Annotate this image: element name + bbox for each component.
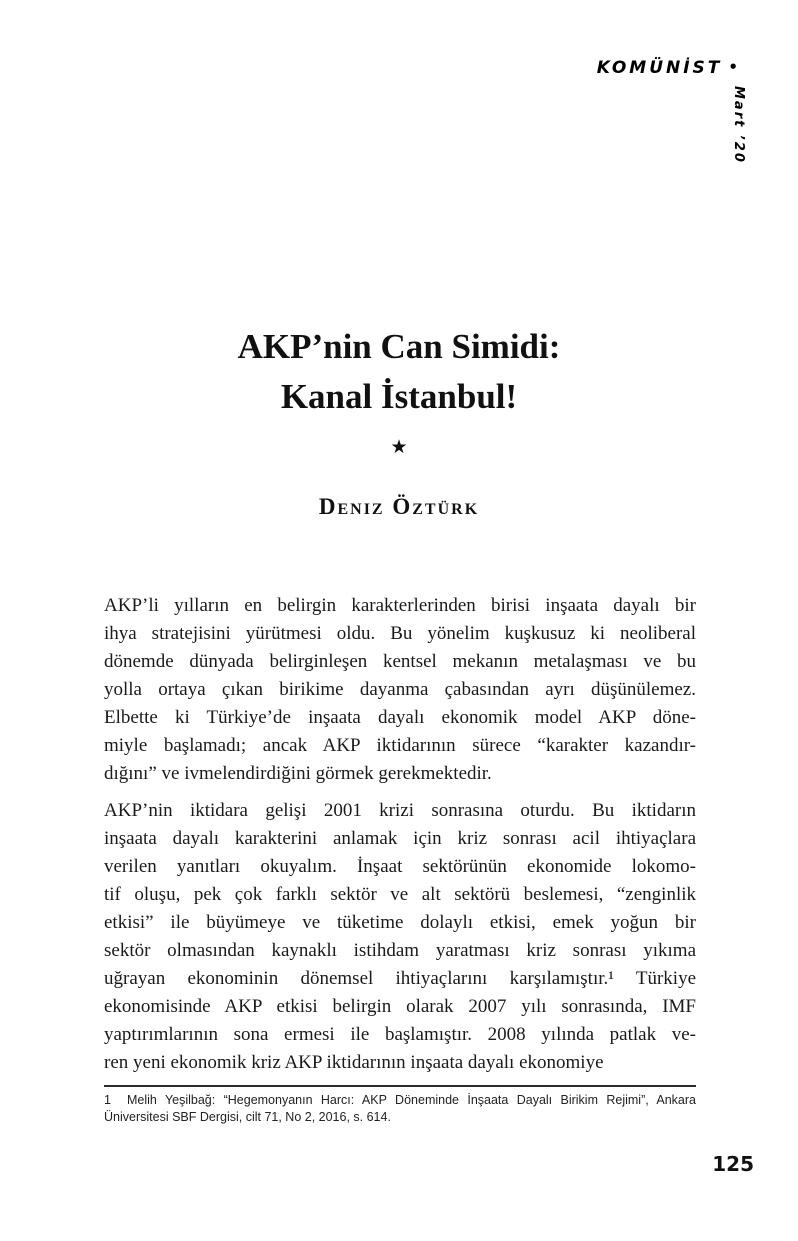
body-line: tif oluşu, pek çok farklı sektör ve alt sektörü beslemesi, “zenginlik — [104, 884, 696, 905]
body-line: miyle başlamadı; ancak AKP iktidarının sürece “karakter kazandır- — [104, 735, 696, 756]
article-title-line-1: AKP’nin Can Simidi: — [237, 327, 561, 366]
body-line: yaptırımlarının sona ermesi ile başlamıştır. 2008 yılında patlak ve- — [104, 1024, 696, 1045]
body-line: sektör olmasından kaynaklı istihdam yaratması kriz sonrası yıkıma — [104, 940, 696, 961]
body-line: ren yeni ekonomik kriz AKP iktidarının inşaata dayalı ekonomiye — [104, 1052, 604, 1073]
body-line: yolla ortaya çıkan birikime dayanma çabasından ayrı düşünülemez. — [104, 679, 696, 700]
page-number: 125 — [712, 1152, 754, 1176]
body-line: AKP’li yılların en belirgin karakterlerinden birisi inşaata dayalı bir — [104, 595, 696, 616]
star-divider-icon: ★ — [390, 437, 408, 458]
article-body — [104, 592, 696, 1077]
footnote — [104, 1085, 696, 1126]
issue-date-vertical: Mart ’20 — [731, 86, 746, 164]
article-title — [0, 322, 798, 422]
body-line: inşaata dayalı karakterini anlamak için kriz sonrası acil ihtiyaçlara — [104, 828, 696, 849]
body-line: verilen yanıtları okuyalım. İnşaat sektörünün ekonomide lokomo- — [104, 856, 696, 877]
journal-title: KOMÜNİST — [596, 58, 723, 78]
body-line: ihya stratejisini yürütmesi oldu. Bu yönelim kuşkusuz ki neoliberal — [104, 623, 696, 644]
body-line: dığını” ve ivmelendirdiğini görmek gerekmektedir. — [104, 763, 492, 784]
body-line: dönemde dünyada belirginleşen kentsel mekanın metalaşması ve bu — [104, 651, 696, 672]
body-line: etkisi” ile büyümeye ve tüketime dolaylı etkisi, emek yoğun bir — [104, 912, 696, 933]
body-line: AKP’nin iktidara gelişi 2001 krizi sonrasına oturdu. Bu iktidarın — [104, 800, 696, 821]
author-name: Deniz Öztürk — [318, 494, 480, 519]
article-title-line-2: Kanal İstanbul! — [280, 377, 518, 416]
footnote-text: Melih Yeşilbağ: “Hegemonyanın Harcı: AKP Döneminde İnşaata Dayalı Birikim Rejimi”, Ankara Üniversitesi SBF Dergisi, cilt 71, No 2, 2016, s. 614. — [104, 1093, 696, 1124]
footnote-marker: 1 — [104, 1093, 111, 1107]
paragraph-2 — [104, 797, 696, 1077]
body-line: ekonomisinde AKP etkisi belirgin olarak 2007 yılı sonrasında, IMF — [104, 996, 696, 1017]
paragraph-1 — [104, 592, 696, 788]
body-line: Elbette ki Türkiye’de inşaata dayalı ekonomik model AKP döne- — [104, 707, 696, 728]
body-line: uğrayan ekonominin dönemsel ihtiyaçlarını karşılamıştır.¹ Türkiye — [104, 968, 696, 989]
masthead-bullet: • — [728, 58, 738, 76]
journal-masthead — [597, 58, 738, 78]
